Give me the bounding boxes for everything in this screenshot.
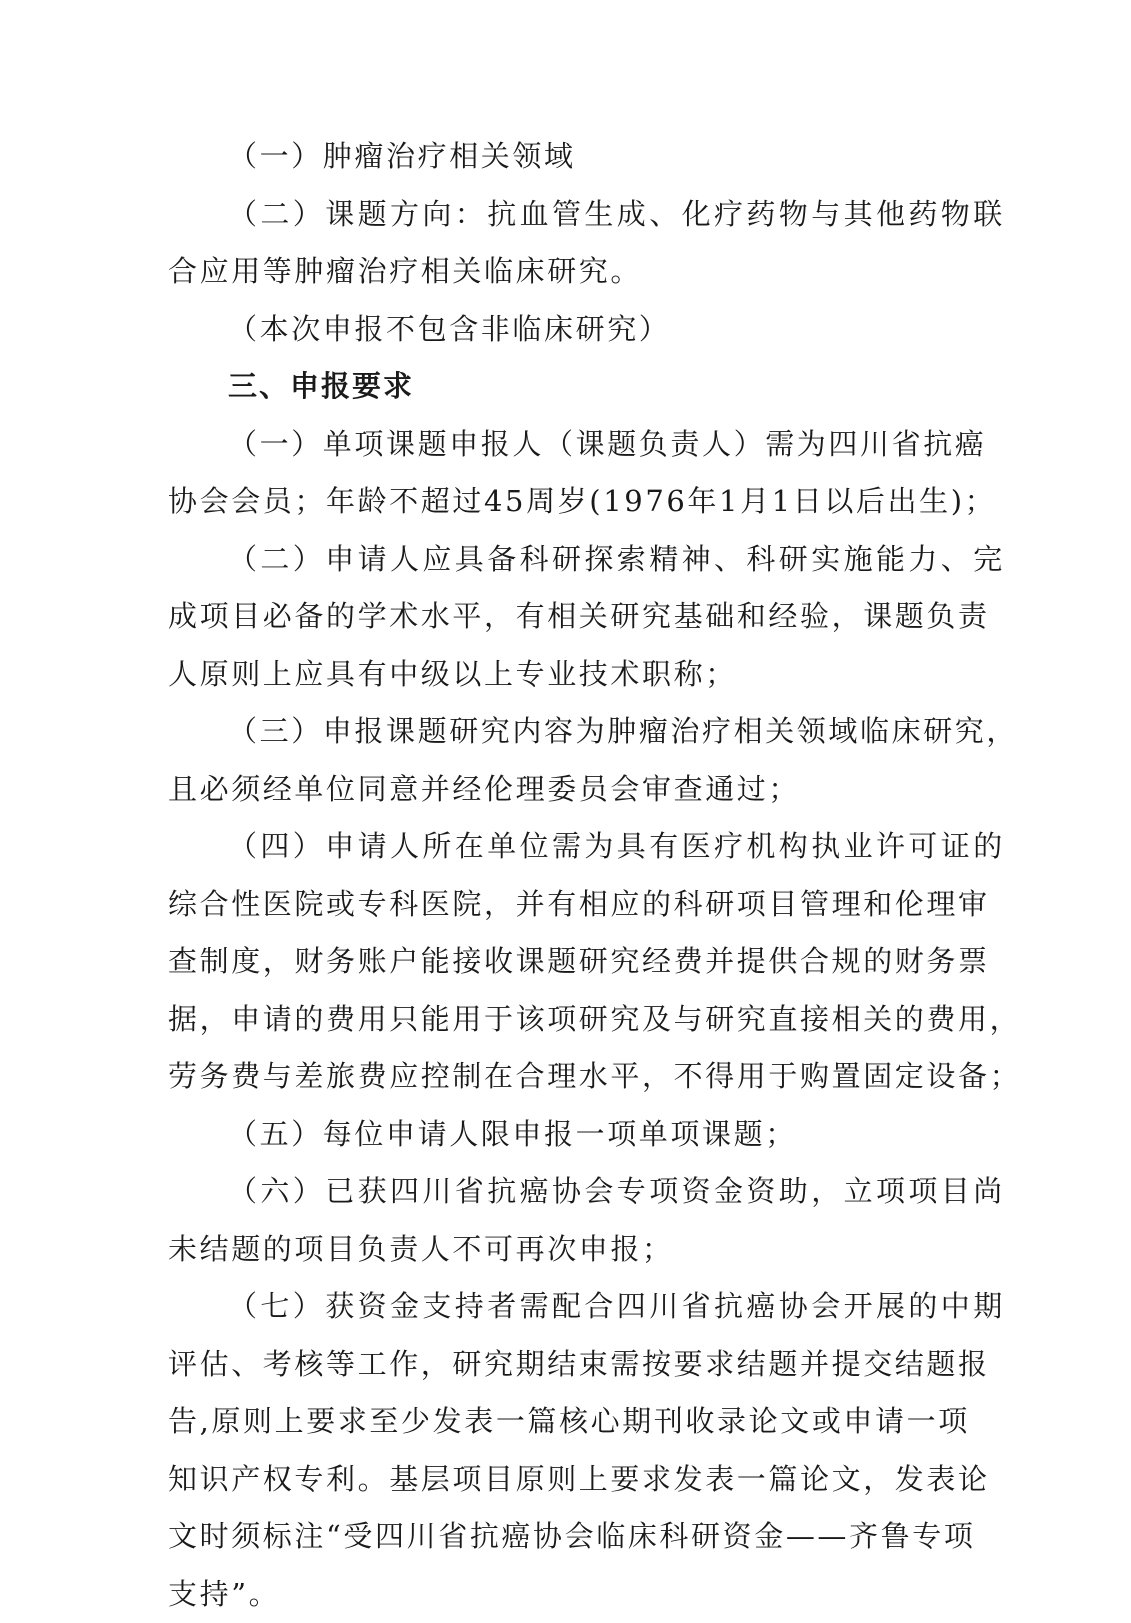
requirement-7-cont: 知识产权专利。基层项目原则上要求发表一篇论文，发表论 (168, 1451, 948, 1509)
document-body (168, 128, 948, 1623)
section-note: （本次申报不包含非临床研究） (168, 301, 948, 359)
requirement-4-cont: 综合性医院或专科医院，并有相应的科研项目管理和伦理审 (168, 876, 948, 934)
section-item-1: （一）肿瘤治疗相关领域 (168, 128, 948, 186)
requirement-7-cont: 评估、考核等工作，研究期结束需按要求结题并提交结题报 (168, 1336, 948, 1394)
section-item-2: （二）课题方向：抗血管生成、化疗药物与其他药物联 (168, 186, 948, 244)
requirement-3: （三）申报课题研究内容为肿瘤治疗相关领域临床研究， (168, 703, 948, 761)
section-heading: 三、申报要求 (168, 358, 948, 416)
requirement-2-cont: 成项目必备的学术水平，有相关研究基础和经验，课题负责 (168, 588, 948, 646)
requirement-1: （一）单项课题申报人（课题负责人）需为四川省抗癌 (168, 416, 948, 474)
requirement-4-cont: 查制度，财务账户能接收课题研究经费并提供合规的财务票 (168, 933, 948, 991)
requirement-7-cont: 告,原则上要求至少发表一篇核心期刊收录论文或申请一项 (168, 1393, 948, 1451)
requirement-1-cont: 协会会员；年龄不超过45周岁(1976年1月1日以后出生)； (168, 473, 948, 531)
requirement-6-cont: 未结题的项目负责人不可再次申报； (168, 1221, 948, 1279)
requirement-4-cont: 据，申请的费用只能用于该项研究及与研究直接相关的费用， (168, 991, 948, 1049)
requirement-2: （二）申请人应具备科研探索精神、科研实施能力、完 (168, 531, 948, 589)
requirement-4: （四）申请人所在单位需为具有医疗机构执业许可证的 (168, 818, 948, 876)
requirement-7-cont: 文时须标注“受四川省抗癌协会临床科研资金——齐鲁专项 (168, 1508, 948, 1566)
requirement-3-cont: 且必须经单位同意并经伦理委员会审查通过； (168, 761, 948, 819)
section-item-2-cont: 合应用等肿瘤治疗相关临床研究。 (168, 243, 948, 301)
requirement-4-cont: 劳务费与差旅费应控制在合理水平，不得用于购置固定设备； (168, 1048, 948, 1106)
requirement-2-cont: 人原则上应具有中级以上专业技术职称； (168, 646, 948, 704)
requirement-7: （七）获资金支持者需配合四川省抗癌协会开展的中期 (168, 1278, 948, 1336)
requirement-7-cont: 支持”。 (168, 1566, 948, 1623)
requirement-5: （五）每位申请人限申报一项单项课题； (168, 1106, 948, 1164)
requirement-6: （六）已获四川省抗癌协会专项资金资助，立项项目尚 (168, 1163, 948, 1221)
